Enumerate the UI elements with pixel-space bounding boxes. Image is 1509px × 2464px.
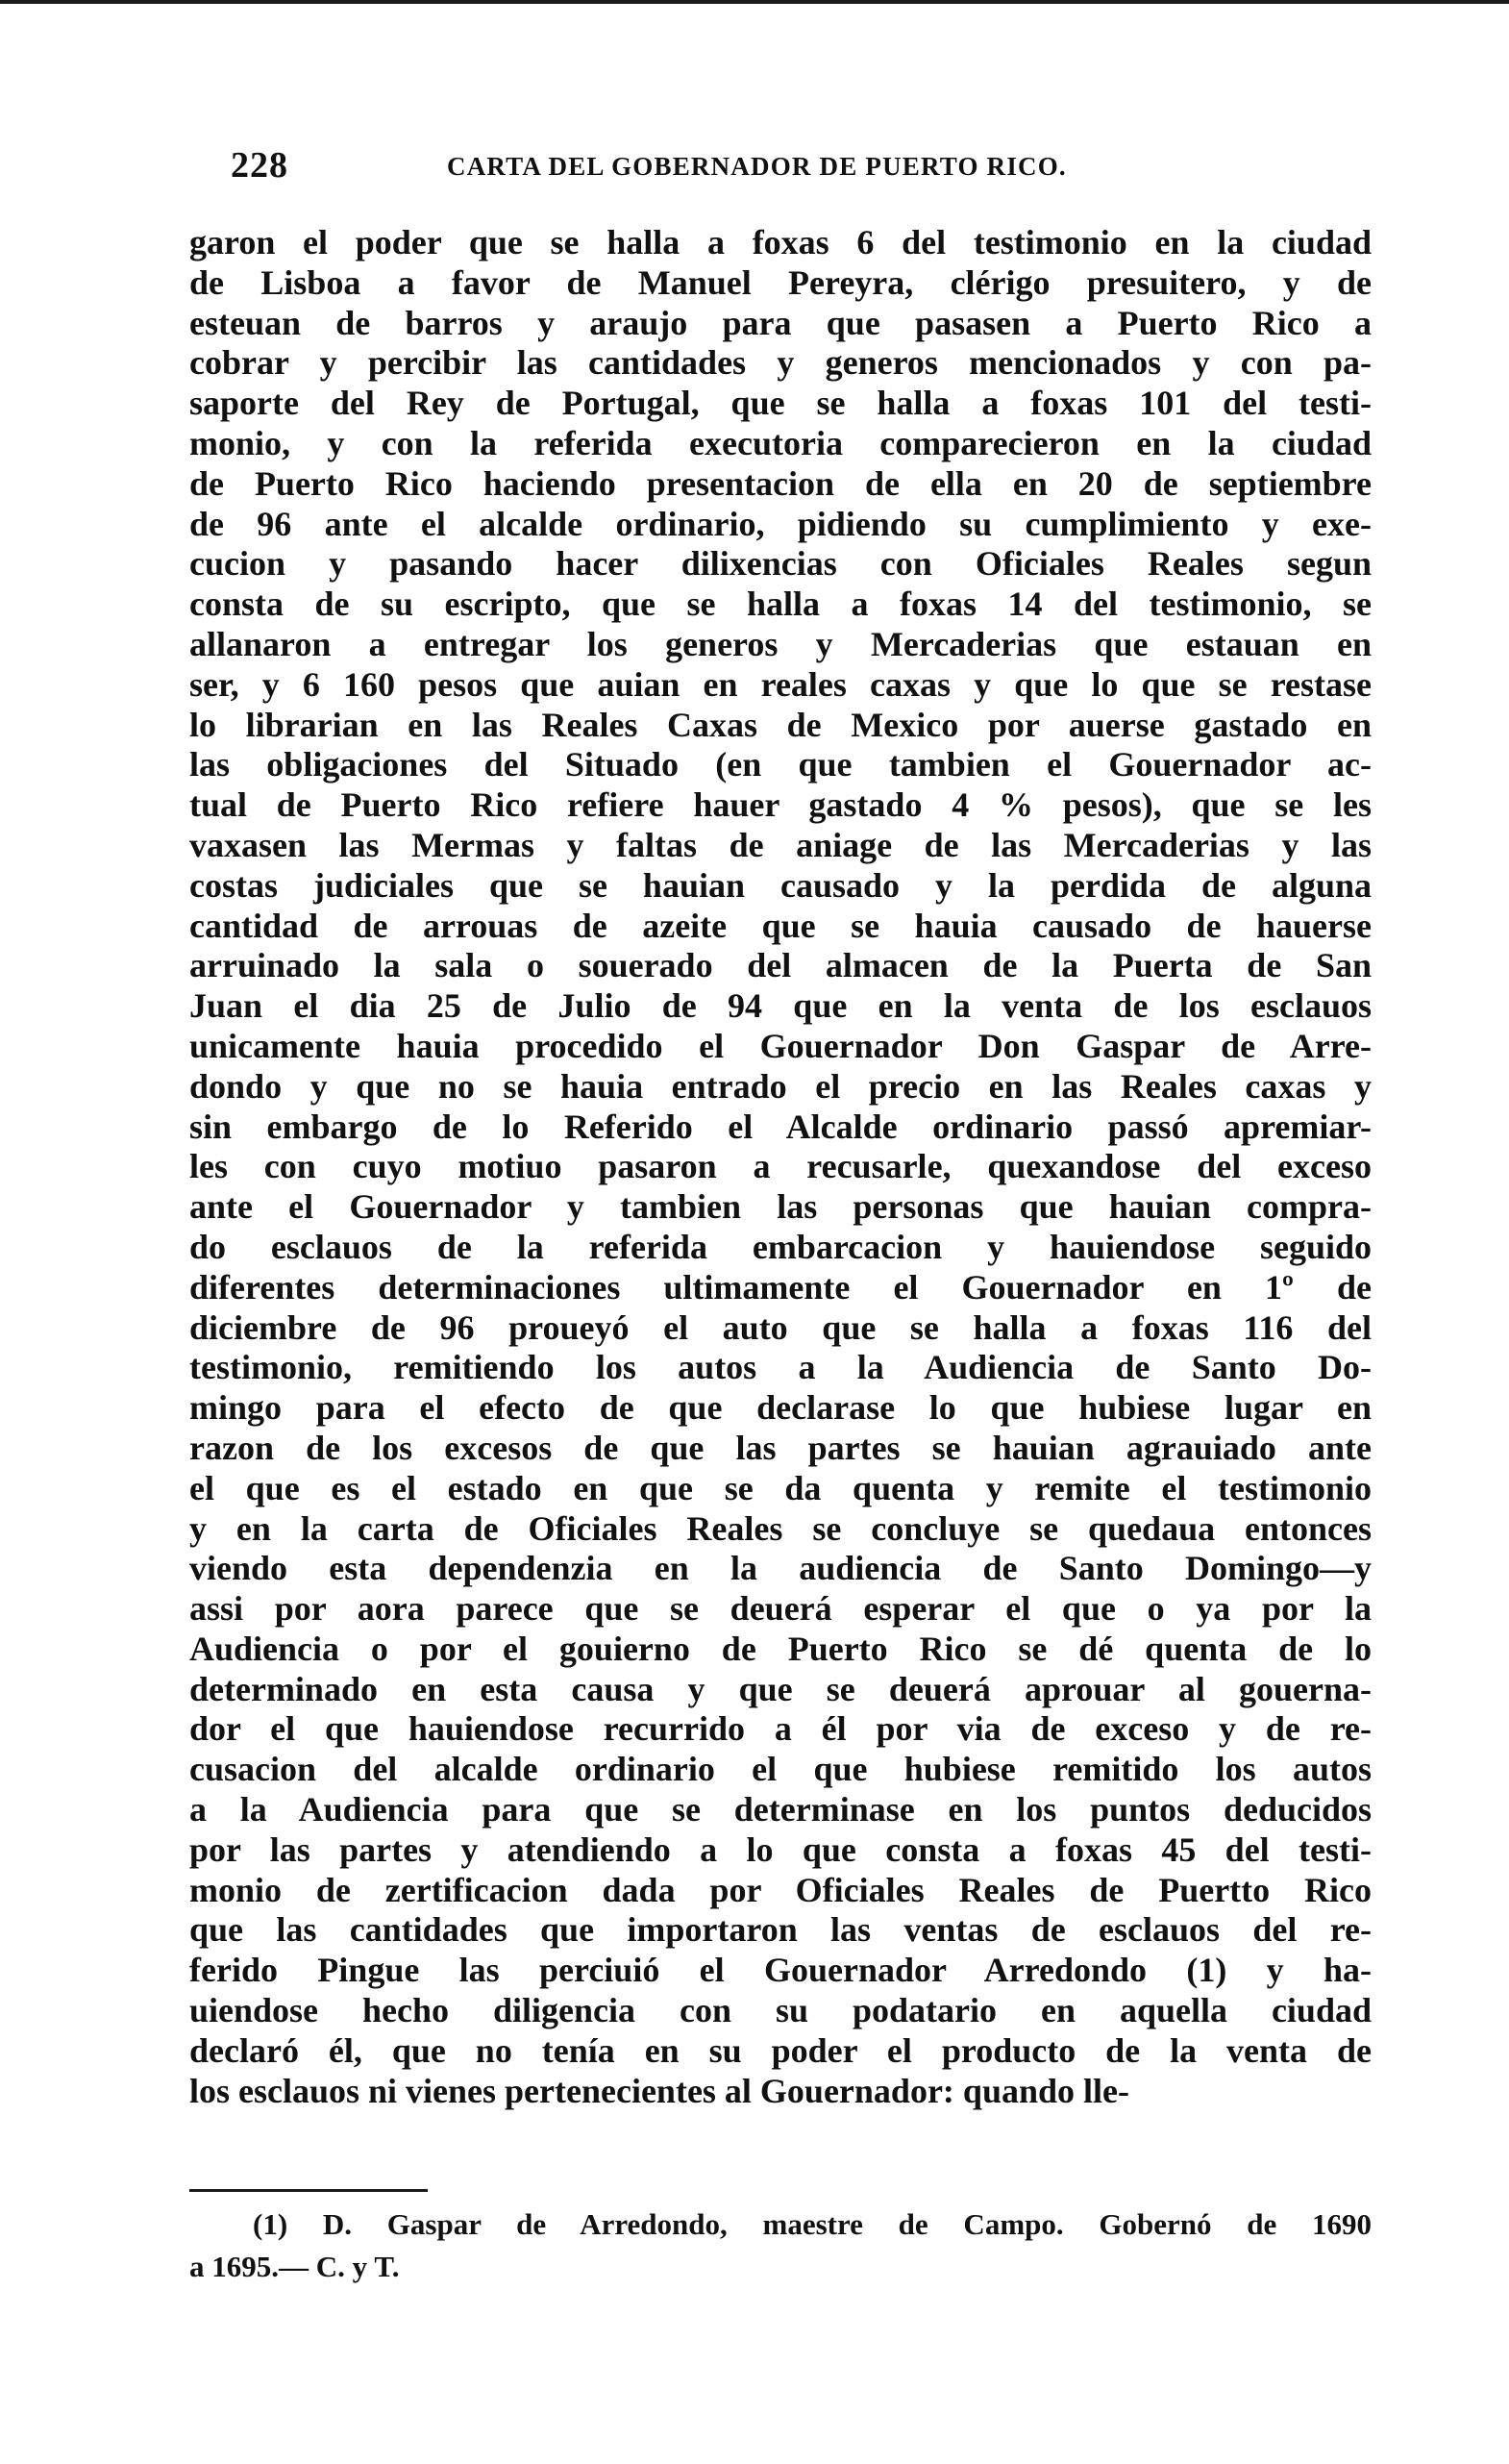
footnote [189,2203,1372,2288]
text-line: dor el que hauiendose recurrido a él por via de exceso y de re- [189,1709,1372,1749]
text-line: razon de los excesos de que las partes se hauian agrauiado ante [189,1428,1372,1467]
text-line: vaxasen las Mermas y faltas de aniage de las Mercaderias y las [189,825,1372,864]
footnote-line: a 1695.— C. y T. [189,2250,400,2283]
text-line: testimonio, remitiendo los autos a la Audiencia de Santo Do- [189,1348,1372,1387]
text-line: esteuan de barros y araujo para que pasasen a Puerto Rico a [189,303,1372,342]
text-line: mingo para el efecto de que declarase lo que hubiese lugar en [189,1388,1372,1428]
text-line: diferentes determinaciones ultimamente el Gouernador en 1º de [189,1267,1372,1307]
text-line: monio de zertificacion dada por Oficiales Reales de Puertto Rico [189,1870,1372,1909]
text-line: ferido Pingue las perciuió el Gouernador Arredondo (1) y ha- [189,1951,1372,1990]
text-line: los esclauos ni vienes pertenecientes al Gouernador: quando lle- [189,2071,1129,2110]
text-line: garon el poder que se halla a foxas 6 del testimonio en la ciudad [189,223,1372,261]
text-line: cusacion del alcalde ordinario el que hubiese remitido los autos [189,1750,1372,1789]
page-number: 228 [231,145,288,186]
text-line: assi por aora parece que se deuerá esperar el que o ya por la [189,1589,1372,1629]
text-line: cucion y pasando hacer dilixencias con Oficiales Reales segun [189,544,1372,584]
text-line: uiendose hecho diligencia con su podatario en aquella ciudad [189,1991,1372,2030]
text-line: cantidad de arrouas de azeite que se hauia causado de hauerse [189,906,1372,945]
text-line: allanaron a entregar los generos y Mercaderias que estauan en [189,624,1372,663]
text-line: arruinado la sala o souerado del almacen de la Puerta de San [189,946,1372,985]
text-line: de Puerto Rico haciendo presentacion de ella en 20 de septiembre [189,463,1372,503]
top-border-rule [0,0,1509,4]
text-line: do esclauos de la referida embarcacion y hauiendose seguido [189,1227,1372,1266]
body-text [189,223,1372,2146]
page-header [231,144,1384,192]
text-line: ser, y 6 160 pesos que auian en reales caxas y que lo que se restase [189,664,1372,704]
text-line: consta de su escripto, que se halla a foxas 14 del testimonio, se [189,585,1372,624]
text-line: determinado en esta causa y que se deuerá aprouar al gouerna- [189,1669,1372,1708]
text-line: y en la carta de Oficiales Reales se concluye se quedaua entonces [189,1508,1372,1548]
text-line: les con cuyo motiuo pasaron a recusarle, quexandose del exceso [189,1147,1372,1186]
text-line: dondo y que no se hauia entrado el precio en las Reales caxas y [189,1066,1372,1106]
text-line: de Lisboa a favor de Manuel Pereyra, clérigo presuitero, y de [189,262,1372,302]
text-line: cobrar y percibir las cantidades y generos mencionados y con pa- [189,343,1372,383]
footnote-separator [189,2189,428,2192]
text-line: lo librarian en las Reales Caxas de Mexico por auerse gastado en [189,705,1372,744]
text-line: tual de Puerto Rico refiere hauer gastado 4 % pesos), que se les [189,785,1372,825]
text-line: de 96 ante el alcalde ordinario, pidiendo su cumplimiento y exe- [189,504,1372,543]
text-line: Juan el dia 25 de Julio de 94 que en la venta de los esclauos [189,986,1372,1026]
text-line: que las cantidades que importaron las ventas de esclauos del re- [189,1910,1372,1950]
text-line: diciembre de 96 prouеyó el auto que se halla a foxas 116 del [189,1307,1372,1347]
text-line: unicamente hauia procedido el Gouernador Don Gaspar de Arre- [189,1026,1372,1065]
text-line: monio, y con la referida executoria comparecieron en la ciudad [189,423,1372,462]
text-line: saporte del Rey de Portugal, que se halla a foxas 101 del testi- [189,384,1372,423]
running-title: CARTA DEL GOBERNADOR DE PUERTO RICO. [447,152,1067,181]
text-line: el que es el estado en que se da quenta y remite el testimonio [189,1468,1372,1507]
text-line: a la Audiencia para que se determinase en los puntos deducidos [189,1790,1372,1829]
text-line: viendo esta dependenzia en la audiencia de Santo Domingo—y [189,1549,1372,1588]
text-line: costas judiciales que se hauian causado y la perdida de alguna [189,865,1372,905]
text-line: declaró él, que no tenía en su poder el producto de la venta de [189,2030,1372,2070]
text-line: ante el Gouernador y tambien las personas que hauian compra- [189,1187,1372,1227]
text-line: sin embargo de lo Referido el Alcalde ordinario passó apremiar- [189,1107,1372,1146]
text-line: Audiencia o por el gouierno de Puerto Rico se dé quenta de lo [189,1629,1372,1668]
text-line: las obligaciones del Situado (en que tambien el Gouernador ac- [189,745,1372,784]
text-line: por las partes y atendiendo a lo que consta a foxas 45 del testi- [189,1829,1372,1869]
footnote-line: (1) D. Gaspar de Arredondo, maestre de Campo. Gobernó de 1690 [253,2207,1372,2241]
